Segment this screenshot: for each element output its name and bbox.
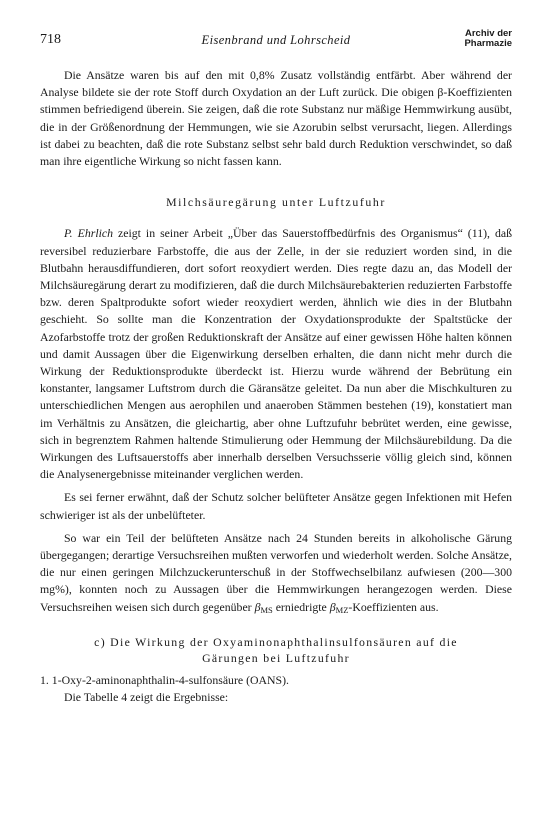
paragraph-4-text-c: -Koeffizienten aus. [348,599,439,614]
section-heading-c-line-2: Gärungen bei Luftzufuhr [202,650,350,665]
section-heading-c-line-1: c) Die Wirkung der Oxyaminonaphthalinsulfonsäuren auf die [94,634,458,649]
page-number: 718 [40,32,61,47]
subscript-ms: MS [260,604,273,615]
beta-symbol: β [329,599,336,614]
paragraph-5: Die Tabelle 4 zeigt die Ergebnisse: [64,690,229,705]
page-body [40,67,512,706]
author-name: P. Ehrlich [64,226,114,241]
journal-name-line-1: Archiv der [465,28,512,39]
subscript-mz: MZ [335,604,349,615]
running-title: Eisenbrand und Lohrscheid [201,33,351,47]
paragraph-4-text-a: So war ein Teil der belüfteten Ansätze nach 24 Stunden bereits in alkoholische Gärung übergegangen; derartige Versuchsreihen mußten verworfen und wiederholt werden. Solche Ansätze, die nur einen geringen Milchzuckerunterschuß in der Stoffwechselbilanz aufwiesen (200—300 mg%), konnten noch zu Aussagen über die Hemmwirkungen herangezogen werden. Diese Versuchsreihen weisen sich durch gegenüber [40,530,512,614]
beta-symbol: β [254,599,261,614]
page-header [40,30,512,56]
journal-name-line-2: Pharmazie [464,38,512,49]
paragraph-2 [40,225,512,483]
paragraph-4 [40,530,512,616]
paragraph-1: Die Ansätze waren bis auf den mit 0,8% Zusatz vollständig entfärbt. Aber während der Analyse bildete sie der rote Stoff durch Oxydation an der Luft zurück. Die obigen β-Koeffizienten stimmen befriedigend überein. Sie zeigen, daß die rote Substanz nur mäßige Hemmwirkung ausübt, die in der Größenordnung der Hemmungen, wie sie Azorubin selbst verursacht, liegen. Allerdings ist dabei zu beachten, daß die rote Substanz selbst sehr bald durch Reduktion verschwindet, so daß man ihre eigentliche Wirkung so nicht fassen kann. [40,68,512,169]
paragraph-3: Es sei ferner erwähnt, daß der Schutz solcher belüfteter Ansätze gegen Infektionen mit Hefen schwieriger ist als der unbelüfteter. [40,490,512,522]
paragraph-4-text-b: erniedrigte [272,599,330,614]
section-heading-c [40,634,512,666]
section-heading-milchsaeuregaerung: Milchsäuregärung unter Luftzufuhr [166,195,386,210]
journal-name [464,29,512,49]
paragraph-2-text: zeigt in seiner Arbeit „Über das Sauerstoffbedürfnis des Organismus“ (11), daß reversibel reduzierbare Farbstoffe, die aus der Zelle, in der sie reduziert worden sind, in die Blutbahn herausdiffundieren, dort sofort reoxydiert werden. Dies regte dazu an, das Modell der Milchsäuregärung derart zu modifizieren, daß die durch Milchsäurebakterien reduzierten Farbstoffe bzw. deren Spaltprodukte sofort wieder reoxydiert werden, ähnlich wie dies in der Blutbahn geschieht. So sollte man die Konzentration der Oxydationsprodukte der Spaltstücke der Azofarbstoffe trotz der großen Reduktionskraft der Ansätze auf einer gewissen Höhe halten können und damit Aussagen über die Eigenwirkung derselben erhalten, die dann nicht mehr durch die Wirkung der Reduktionsprodukte überdeckt ist. Hierzu wurde während der Bebrütung ein konstanter, langsamer Luftstrom durch die Gäransätze geleitet. Da nun aber die Mischkulturen zu unterschiedlichen Mengen aus aerophilen und anaeroben Stämmen bestehen (19), konstatiert man im Verhältnis zu Ansätzen, die gleichartig, aber ohne Luftzufuhr bebrütet werden, eine gewisse, sich in begrenztem Rahmen haltende Stimulierung oder Hemmung der Milchsäurebildung. Da die Wirkungen des Luftsauerstoffs aber innerhalb derselben Versuchsserie völlig gleich sind, können die Analysenergebnisse miteinander verglichen werden. [40,226,513,482]
numbered-item-1: 1. 1-Oxy-2-aminonaphthalin-4-sulfonsäure (OANS). [40,672,289,687]
